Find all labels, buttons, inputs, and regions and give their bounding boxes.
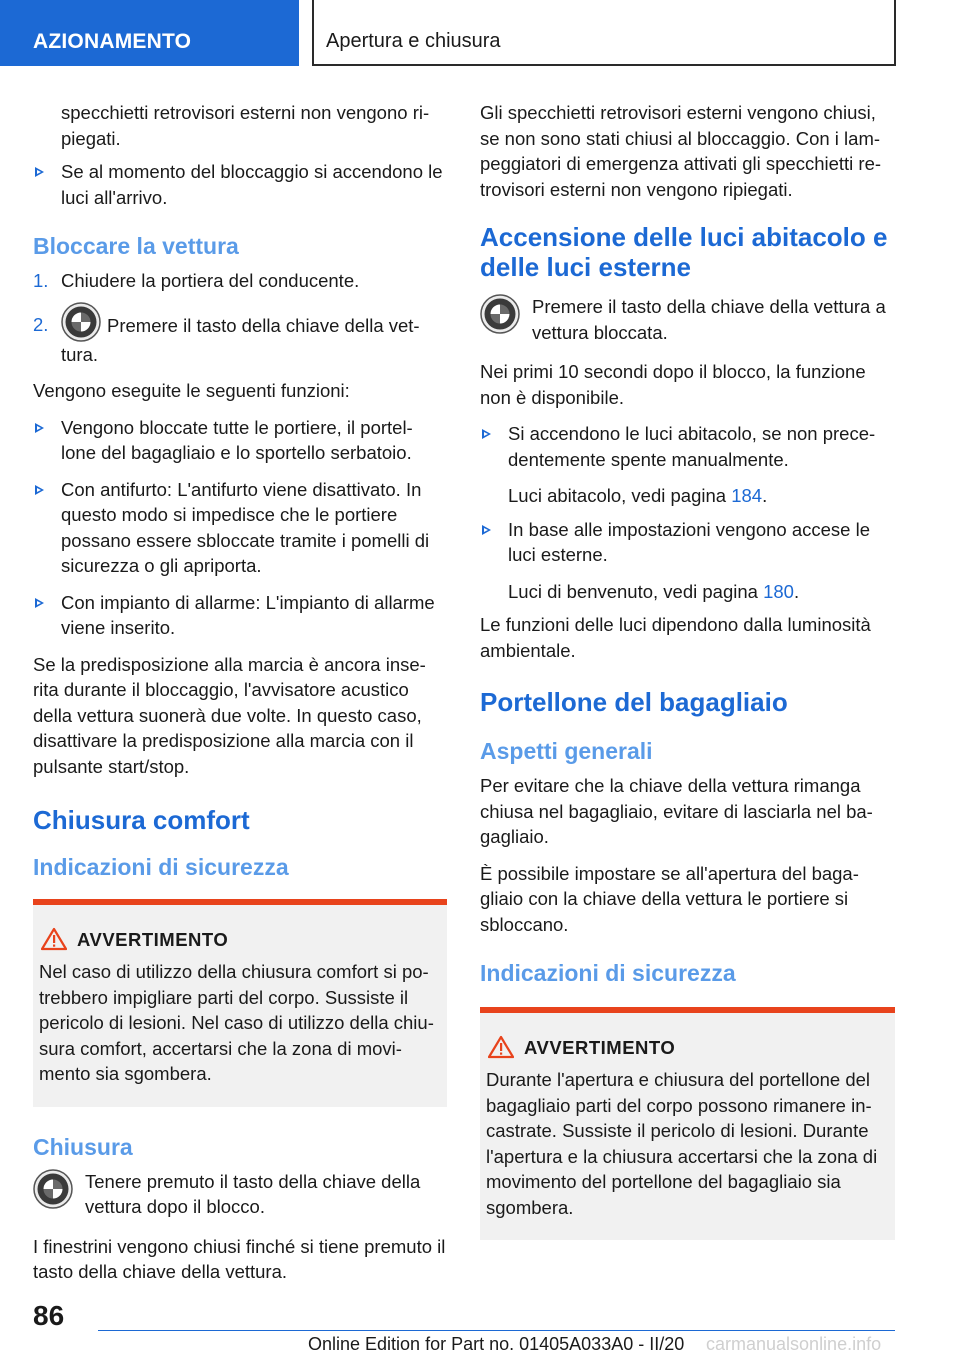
warning-box: [33, 899, 447, 1107]
key-instruction: [480, 294, 895, 345]
key-button-icon: [61, 302, 101, 342]
warning-text: Durante l'apertura e chiusura del portellone del bagagliaio parti del corpo possono rimanere in-castrate. Sussiste il pericolo di lesioni. Durante l'apertura e la chiusura accertarsi che la zona di movimento del portellone del bagagliaio sia sgombera.: [486, 1069, 878, 1218]
footer-divider: [98, 1330, 895, 1331]
step-text: Premere il tasto della chiave della vet-tura.: [61, 314, 420, 365]
bullet-item: Con impianto di allarme: L'impianto di allarme viene inserito.: [33, 590, 447, 641]
page-number: 86: [33, 1300, 65, 1331]
continued-text: specchietti retrovisori esterni non vengono ri-piegati.: [61, 102, 430, 149]
safety-heading: Indicazioni di sicurezza: [33, 854, 289, 880]
cross-reference: Luci di benvenuto, vedi pagina 180.: [508, 580, 800, 602]
general-heading: Aspetti generali: [480, 738, 653, 764]
warning-text: Nel caso di utilizzo della chiusura comfort si po-trebbero impigliare parti del corpo. Sussiste il pericolo di lesioni. Nel caso di utilizzo della chiu-sura comfort, accertarsi che la zona di movi-mento sia sgombera.: [39, 961, 434, 1084]
warning-box: [480, 1007, 895, 1240]
key-instruction: [33, 1169, 447, 1220]
left-column: [33, 100, 447, 1296]
key-button-icon: [480, 294, 520, 334]
bullet-item: In base alle impostazioni vengono accese le luci esterne.: [480, 517, 895, 568]
comfort-closing-heading: Chiusura comfort: [33, 805, 250, 835]
step-2: [33, 312, 447, 368]
bullet-item: Vengono bloccate tutte le portiere, il portel-lone del bagagliaio e lo sportello serbatoio.: [33, 415, 447, 466]
watermark: carmanualsonline.info: [706, 1334, 882, 1354]
warning-title: AVVERTIMENTO: [486, 1037, 887, 1059]
lock-vehicle-heading: Bloccare la vettura: [33, 233, 239, 259]
tailgate-heading: Portellone del bagagliaio: [480, 687, 788, 717]
step-number: 2.: [33, 313, 49, 335]
page-link[interactable]: 184: [731, 485, 763, 506]
drive-readiness-paragraph: Se la predisposizione alla marcia è ancora inse-rita durante il bloccaggio, l'avvisatore acustico della vettura suonerà due volte. In questo caso, disattivare la predisposizione alla marcia con il pulsante start/stop.: [33, 653, 426, 777]
safety-heading: Indicazioni di sicurezza: [480, 960, 736, 986]
chapter-label: Apertura e chiusura: [326, 30, 501, 52]
key-instruction-text: Premere il tasto della chiave della vettura a vettura bloccata.: [532, 296, 886, 343]
chapter-box: [312, 0, 896, 66]
step-1: [33, 268, 447, 294]
right-column: [480, 100, 895, 1260]
closing-heading: Chiusura: [33, 1133, 133, 1160]
section-tab: [0, 0, 299, 66]
lights-dependency: Le funzioni delle luci dipendono dalla luminosità ambientale.: [480, 614, 871, 661]
warning-title: AVVERTIMENTO: [39, 929, 439, 951]
cross-reference: Luci abitacolo, vedi pagina 184.: [508, 485, 768, 506]
key-instruction-text: Tenere premuto il tasto della chiave della vettura dopo il blocco.: [85, 1170, 421, 1217]
bullet-item: Se al momento del bloccaggio si accendono le luci all'arrivo.: [33, 159, 447, 210]
page-header: [0, 0, 960, 66]
section-label: AZIONAMENTO: [33, 30, 192, 53]
warning-triangle-icon: [488, 1035, 514, 1059]
mirrors-paragraph: Gli specchietti retrovisori esterni vengono chiusi, se non sono stati chiusi al bloccaggio. Con i lam-peggiatori di emergenza attivati gli specchietti re-trovisori esterni non vengono ripiegati.: [480, 102, 882, 200]
windows-paragraph: I finestrini vengono chiusi finché si tiene premuto il tasto della chiave della vettura.: [33, 1235, 446, 1282]
bullet-item: Si accendono le luci abitacolo, se non prece-dentemente spente manualmente.: [480, 421, 895, 472]
functions-intro: Vengono eseguite le seguenti funzioni:: [33, 380, 350, 401]
lights-heading: Accensione delle luci abitacolo e delle luci esterne: [480, 222, 888, 282]
warning-triangle-icon: [41, 927, 67, 951]
lights-availability: Nei primi 10 secondi dopo il blocco, la funzione non è disponibile.: [480, 361, 866, 408]
key-button-icon: [33, 1169, 73, 1209]
step-text: Chiudere la portiera del conducente.: [61, 270, 360, 291]
edition-text: Online Edition for Part no. 01405A033A0 - II/20: [308, 1334, 685, 1354]
step-number: 1.: [33, 270, 49, 291]
general-paragraph: Per evitare che la chiave della vettura rimanga chiusa nel bagagliaio, evitare di lasciarla nel ba-gagliaio.: [480, 775, 873, 847]
bullet-item: Con antifurto: L'antifurto viene disattivato. In questo modo si impedisce che le portiere possano essere sbloccate tramite i pomelli di sicurezza o gli apriporta.: [33, 477, 447, 579]
general-paragraph: È possibile impostare se all'apertura del baga-gliaio con la chiave della vettura le portiere si sbloccano.: [480, 862, 859, 935]
page-link[interactable]: 180: [763, 580, 794, 602]
